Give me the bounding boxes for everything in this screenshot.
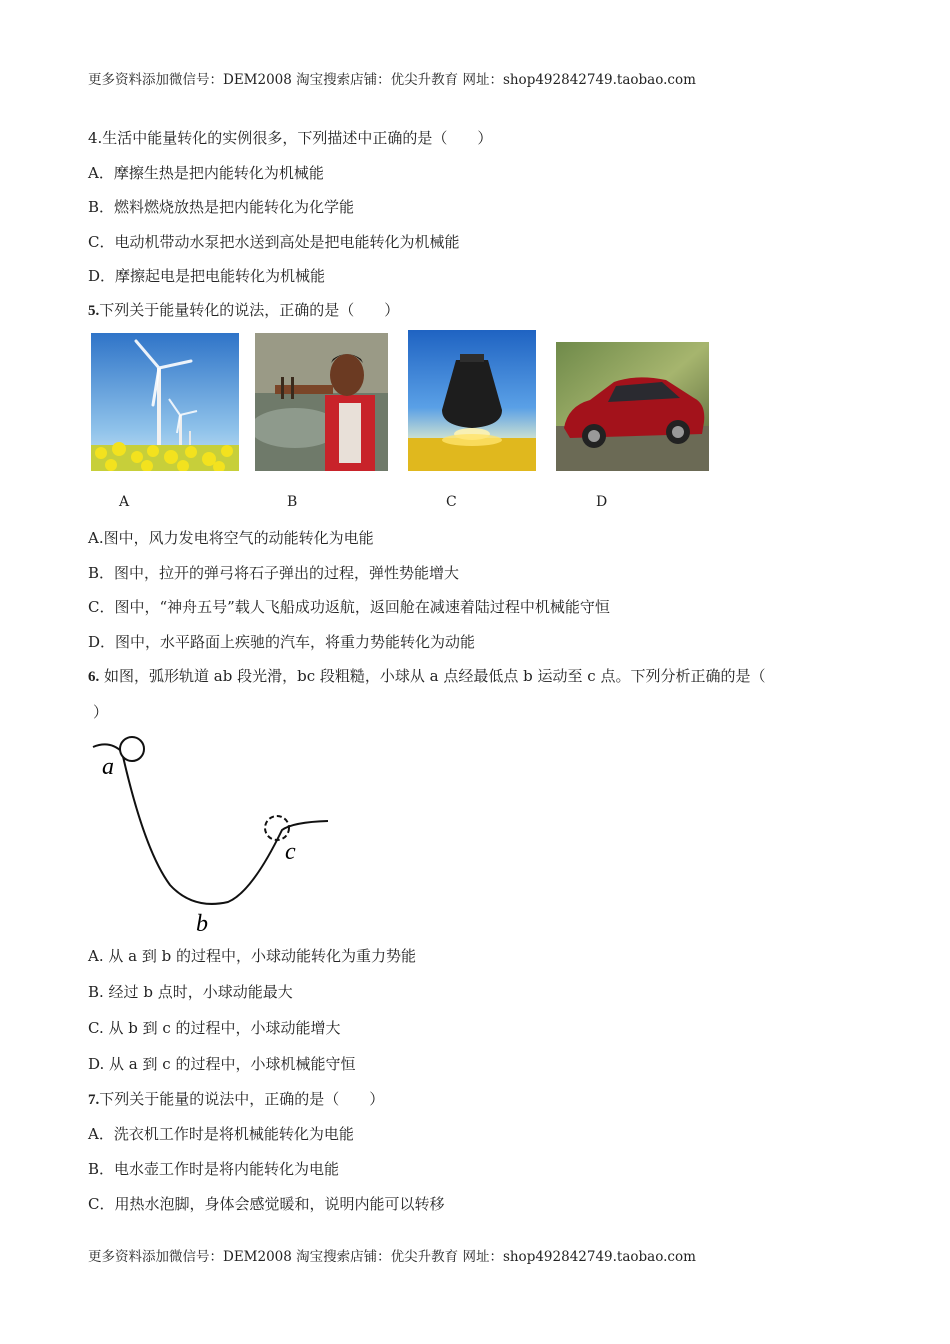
- ball-start: [120, 737, 144, 761]
- question-6-stem-continuation: ）: [93, 703, 109, 721]
- point-c-label: c: [285, 839, 296, 865]
- wind-turbine-image: [91, 333, 239, 471]
- question-5-option-c: C．图中，“神舟五号”载人飞船成功返航，返回舱在减速着陆过程中机械能守恒: [88, 598, 610, 616]
- question-4-option-c: C．电动机带动水泵把水送到高处是把电能转化为机械能: [88, 233, 460, 251]
- question-7-option-a: A．洗衣机工作时是将机械能转化为电能: [88, 1125, 354, 1143]
- question-6-option-c: C. 从 b 到 c 的过程中，小球动能增大: [88, 1019, 341, 1037]
- question-5-stem: [88, 300, 399, 321]
- question-7-option-c: C．用热水泡脚，身体会感觉暖和，说明内能可以转移: [88, 1195, 445, 1213]
- point-a-label: a: [102, 754, 114, 780]
- question-7-stem: [88, 1089, 384, 1110]
- slingshot-boy-image: [255, 333, 388, 471]
- question-6-number: 6.: [88, 669, 100, 685]
- question-7-text: 下列关于能量的说法中，正确的是（ ）: [99, 1090, 385, 1108]
- question-6-option-a: A. 从 a 到 b 的过程中，小球动能转化为重力势能: [88, 947, 416, 965]
- image-caption-a: A: [119, 494, 130, 510]
- question-4-option-b: B．燃料燃烧放热是把内能转化为化学能: [88, 198, 355, 216]
- red-car-image: [556, 342, 709, 471]
- question-4-option-d: D．摩擦起电是把电能转化为机械能: [88, 267, 326, 285]
- question-5-option-b: B．图中，拉开的弹弓将石子弹出的过程，弹性势能增大: [88, 564, 460, 582]
- question-6-stem: [88, 666, 765, 687]
- question-4-stem: 4.生活中能量转化的实例很多，下列描述中正确的是（ ）: [88, 129, 493, 147]
- arc-track: [93, 744, 328, 904]
- question-5-option-d: D．图中，水平路面上疾驰的汽车，将重力势能转化为动能: [88, 633, 476, 651]
- return-capsule-image: [408, 330, 536, 471]
- page-footer: 更多资料添加微信号：DEM2008 淘宝搜索店铺：优尖升教育 网址：shop492842749.taobao.com: [88, 1249, 696, 1265]
- question-6-option-b: B. 经过 b 点时，小球动能最大: [88, 983, 293, 1001]
- question-6-text: 如图，弧形轨道 ab 段光滑，bc 段粗糙，小球从 a 点经最低点 b 运动至 c 点。下列分析正确的是（: [104, 667, 766, 685]
- question-7-option-b: B．电水壶工作时是将内能转化为电能: [88, 1160, 340, 1178]
- point-b-label: b: [196, 911, 208, 937]
- question-5-option-a: A.图中，风力发电将空气的动能转化为电能: [88, 529, 374, 547]
- question-5-number: 5.: [88, 303, 100, 319]
- image-caption-d: D: [596, 494, 608, 510]
- question-7-number: 7.: [88, 1092, 100, 1108]
- question-5-text: 下列关于能量转化的说法，正确的是（ ）: [99, 301, 400, 319]
- question-4-option-a: A．摩擦生热是把内能转化为机械能: [88, 164, 324, 182]
- page-header: 更多资料添加微信号：DEM2008 淘宝搜索店铺：优尖升教育 网址：shop492842749.taobao.com: [88, 72, 696, 88]
- image-caption-c: C: [446, 494, 457, 510]
- question-6-option-d: D. 从 a 到 c 的过程中，小球机械能守恒: [88, 1055, 356, 1073]
- image-caption-b: B: [287, 494, 298, 510]
- arc-track-diagram: [88, 730, 338, 940]
